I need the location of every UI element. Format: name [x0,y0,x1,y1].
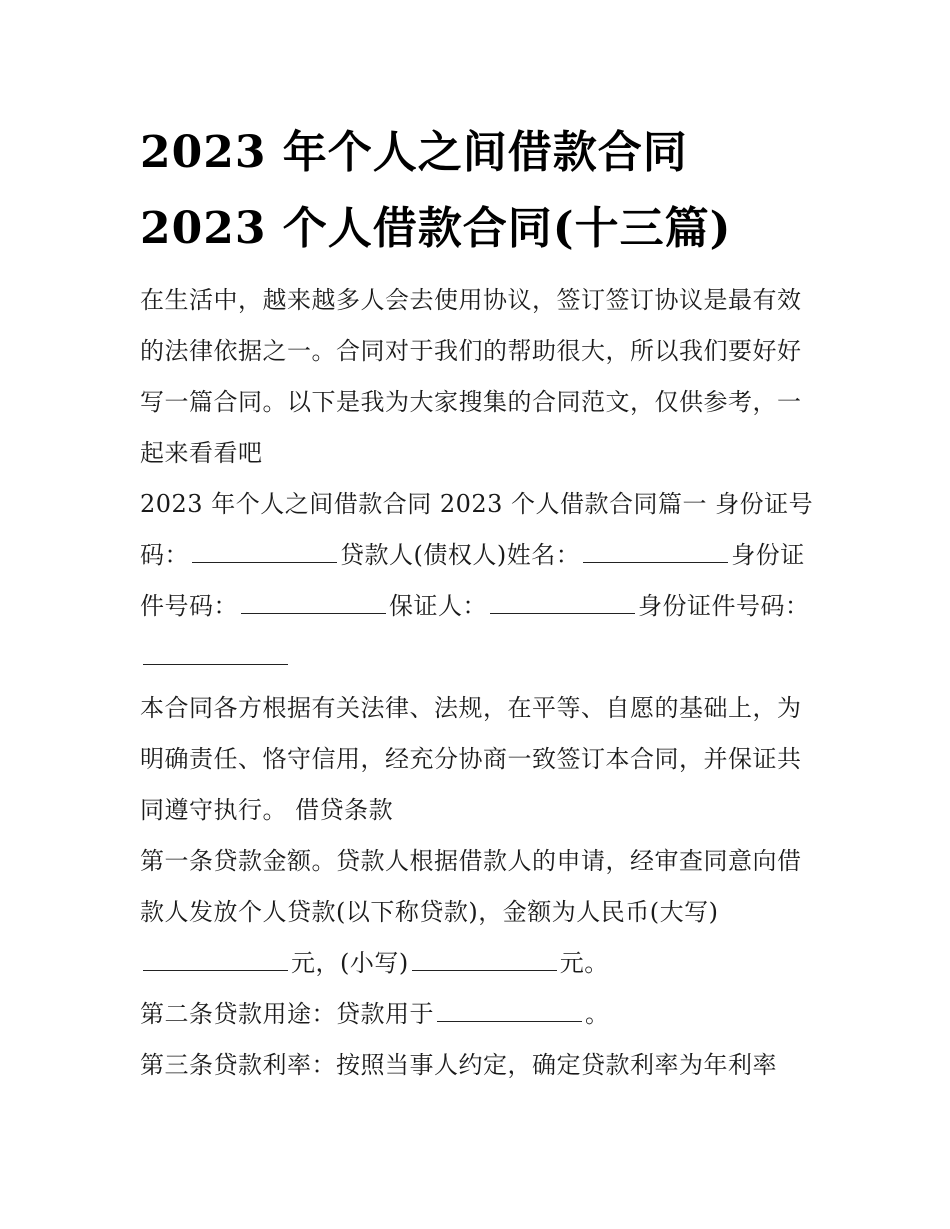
lender-id-blank [241,591,386,614]
article-2-end: 。 [585,1000,610,1028]
parties-paragraph [140,479,820,683]
guarantor-id-blank [143,642,288,665]
article-1-mid: 元，(小写) [291,949,409,977]
title-line-1: 2023 年个人之间借款合同 [140,127,688,178]
article-3-paragraph: 第三条贷款利率：按照当事人约定，确定贷款利率为年利率 [140,1051,777,1079]
loan-purpose-blank [437,999,582,1022]
article-1-text: 第一条贷款金额。贷款人根据借款人的申请，经审查同意向借款人发放个人贷款(以下称贷款)，金额为人民币(大写) [140,847,802,926]
guarantor-id-label: 身份证件号码： [638,592,810,620]
document-title [140,115,820,267]
amount-uppercase-blank [143,948,288,971]
borrower-id-blank [192,540,337,563]
lender-name-label: 贷款人(债权人)姓名： [340,541,581,569]
guarantor-label: 保证人： [389,592,487,620]
article-1-end: 元。 [559,949,609,977]
lender-id-label: 身份证件号码： [140,541,805,620]
article-2-text: 第二条贷款用途：贷款用于 [140,1000,434,1028]
title-line-2: 2023 个人借款合同(十三篇) [140,203,732,254]
guarantor-name-blank [490,591,635,614]
preamble-paragraph: 本合同各方根据有关法律、法规，在平等、自愿的基础上，为明确责任、恪守信用，经充分协商一致签订本合同，并保证共同遵守执行。 借贷条款 [140,694,802,824]
article-2-paragraph [140,989,820,1040]
amount-lowercase-blank [412,948,557,971]
lender-name-blank [583,540,728,563]
article-1-paragraph [140,836,820,989]
borrower-id-label: 2023 年个人之间借款合同 2023 个人借款合同篇一 身份证号码： [140,490,814,569]
intro-paragraph: 在生活中，越来越多人会去使用协议，签订签订协议是最有效的法律依据之一。合同对于我们的帮助很大，所以我们要好好写一篇合同。以下是我为大家搜集的合同范文，仅供参考，一起来看看吧 [140,286,802,467]
document-page [140,115,820,1091]
